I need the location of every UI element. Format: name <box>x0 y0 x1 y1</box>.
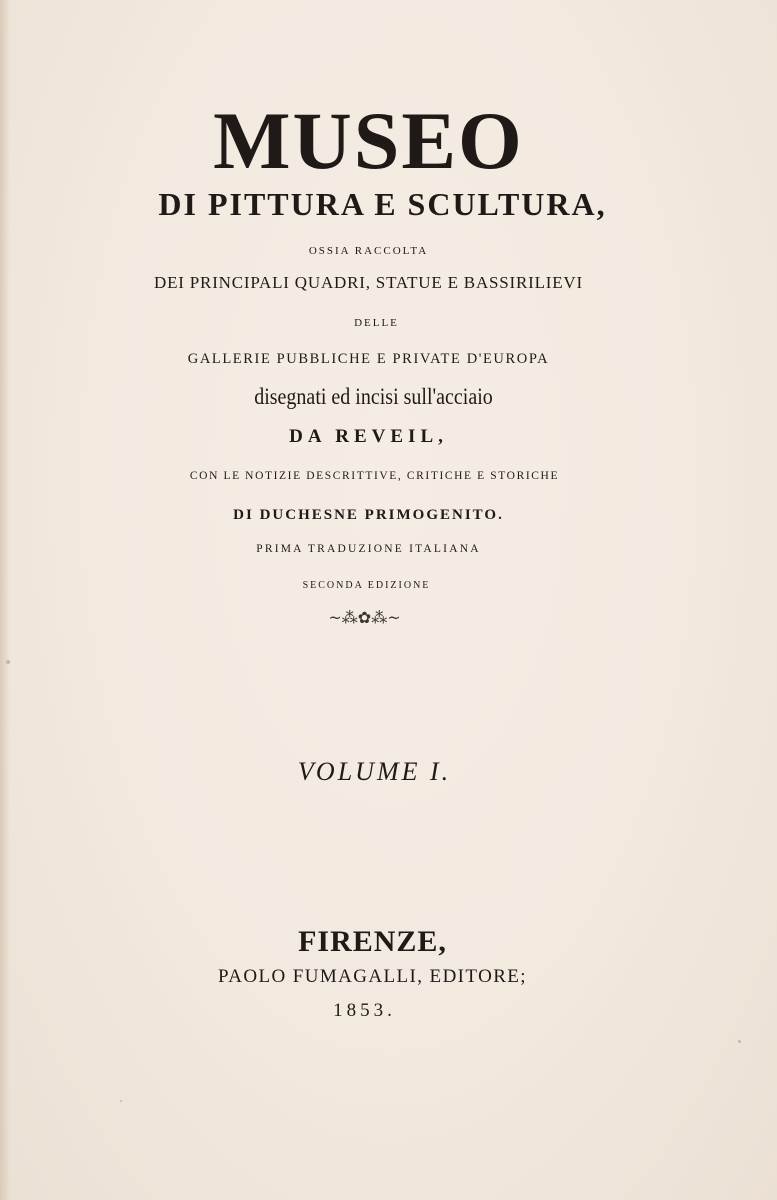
imprint-city: FIRENZE, <box>298 925 447 958</box>
book-subtitle: DI PITTURA E SCULTURA, <box>158 186 607 222</box>
author-name: DI DUCHESNE PRIMOGENITO. <box>233 507 504 523</box>
disegnati-line: disegnati ed incisi sull'acciaio <box>254 384 493 410</box>
translation-line: PRIMA TRADUZIONE ITALIANA <box>256 543 481 555</box>
delle-line: DELLE <box>354 317 399 329</box>
paper-fleck <box>738 1040 741 1043</box>
ossia-raccolta-line: OSSIA RACCOLTA <box>308 245 429 257</box>
imprint-year: 1853. <box>333 1000 396 1021</box>
ornament-divider: ~⁂✿⁂~ <box>328 608 401 627</box>
paper-fleck <box>120 1100 122 1102</box>
paper-fleck <box>6 660 10 664</box>
gallerie-line: GALLERIE PUBBLICHE E PRIVATE D'EUROPA <box>187 351 550 367</box>
principali-quadri-line: DEI PRINCIPALI QUADRI, STATUE E BASSIRILIEVI <box>154 273 583 292</box>
edition-line: SECONDA EDIZIONE <box>302 580 431 591</box>
engraver-name: DA REVEIL, <box>289 426 448 447</box>
book-title: MUSEO <box>213 95 524 186</box>
notizie-line: CON LE NOTIZIE DESCRITTIVE, CRITICHE E STORICHE <box>189 470 560 482</box>
volume-label: VOLUME I. <box>297 757 452 786</box>
imprint-publisher: PAOLO FUMAGALLI, EDITORE; <box>218 966 527 987</box>
